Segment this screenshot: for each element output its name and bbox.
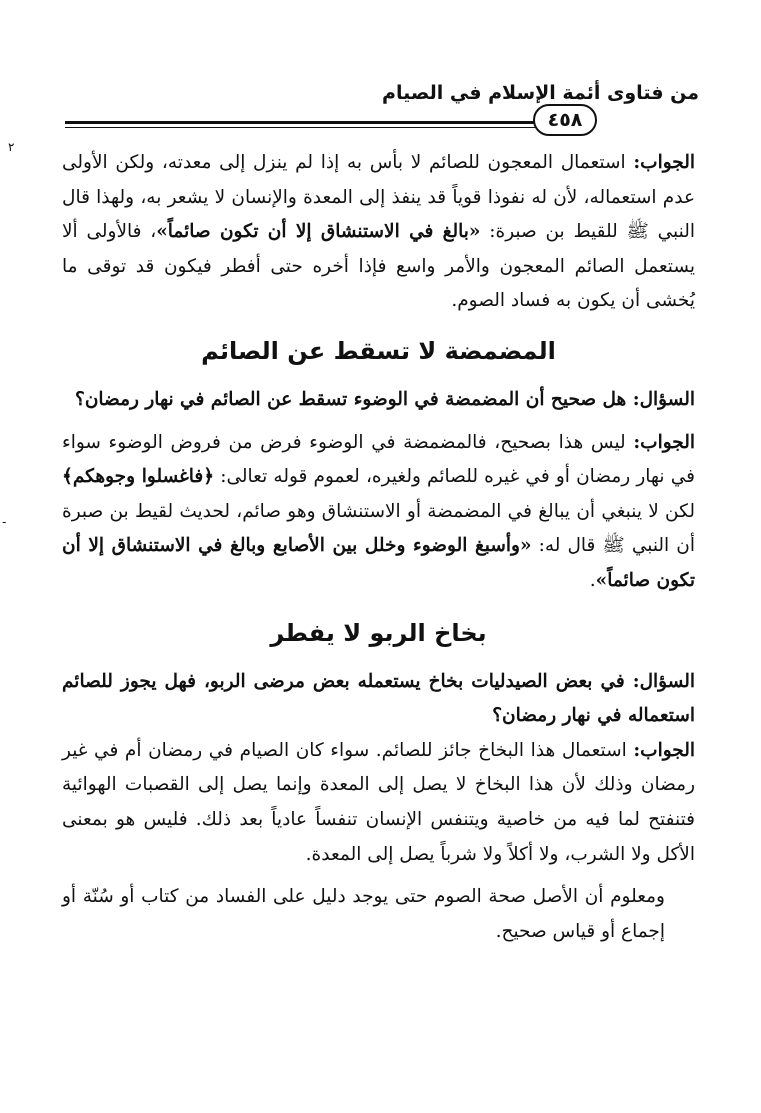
closing-paragraph: ومعلوم أن الأصل صحة الصوم حتى يوجد دليل على الفساد من كتاب أو سُنّة أو إجماع أو قياس صحيح.: [62, 886, 665, 942]
answer-text: ، فالأولى ألا يستعمل الصائم المعجون والأمر واسع فإذا أخره حتى أفطر فيكون قد توقى ما يُخشى أن يكون به فساد الصوم.: [62, 221, 695, 312]
question-label: السؤال:: [632, 388, 695, 410]
margin-mark: ٢: [8, 140, 15, 154]
answer-text: استعمال هذا البخاخ جائز للصائم. سواء كان الصيام في رمضان أم في غير رمضان وذلك لأن هذا البخاخ لا يصل إلى المعدة وإنما يصل إلى القصبات الهوائية فتنفتح لما فيه من خاصية ويتنفس الإنسان تنفساً عادياً بعد ذلك. فليس هو بمعنى الأكل ولا الشرب، ولا أكلاً ولا شرباً يصل إلى المعدة.: [62, 739, 695, 865]
page-number: ٤٥٨: [533, 104, 597, 136]
answer-label: الجواب:: [633, 431, 695, 453]
section-heading: المضمضة لا تسقط عن الصائم: [201, 336, 556, 365]
answer-paragraph: [62, 426, 695, 599]
question-paragraph: [62, 665, 695, 734]
header-rule-thin: [65, 127, 535, 128]
hadith-quote: «بالغ في الاستنشاق إلا أن تكون صائماً»: [156, 221, 481, 243]
question-text: هل صحيح أن المضمضة في الوضوء تسقط عن الصائم في نهار رمضان؟: [75, 388, 633, 410]
header-rule-thick: [65, 121, 535, 124]
answer-paragraph: [62, 734, 695, 872]
question-text: في بعض الصيدليات بخاخ يستعمله بعض مرضى الربو، فهل يجوز للصائم استعماله في نهار رمضان؟: [62, 670, 695, 727]
question-label: السؤال:: [632, 670, 695, 692]
running-title: من فتاوى أئمة الإسلام في الصيام: [382, 82, 699, 104]
answer-text: استعمال المعجون للصائم لا بأس به إذا لم ينزل إلى معدته، ولكن الأولى عدم استعماله، لأن له نفوذا قوياً قد ينفذ إلى المعدة والإنسان لا يشعر به، ولهذا قال النبي ﷺ للقيط بن صبرة:: [62, 152, 695, 243]
answer-text: .: [589, 569, 596, 591]
page-body: [62, 146, 695, 949]
answer-label: الجواب:: [633, 152, 695, 173]
answer-paragraph: [62, 146, 695, 319]
margin-mark: -: [2, 515, 7, 529]
section-heading: بخاخ الربو لا يفطر: [270, 618, 487, 647]
answer-text: لكن لا ينبغي أن يبالغ في المضمضة أو الاستنشاق وهو صائم، لحديث لقيط بن صبرة أن النبي ﷺ قال له:: [62, 500, 695, 557]
answer-text: ليس هذا بصحيح، فالمضمضة في الوضوء فرض من فروض الوضوء سواء في نهار رمضان أو في غيره للصائم ولغيره، لعموم قوله تعالى:: [62, 431, 696, 488]
answer-label: الجواب:: [633, 739, 695, 761]
quran-quote: ﴿فاغسلوا وجوهكم﴾: [62, 466, 215, 488]
hadith-quote: «وأسبغ الوضوء وخلل بين الأصابع وبالغ في الاستنشاق إلا أن تكون صائماً»: [62, 535, 695, 591]
question-paragraph: [62, 383, 695, 418]
